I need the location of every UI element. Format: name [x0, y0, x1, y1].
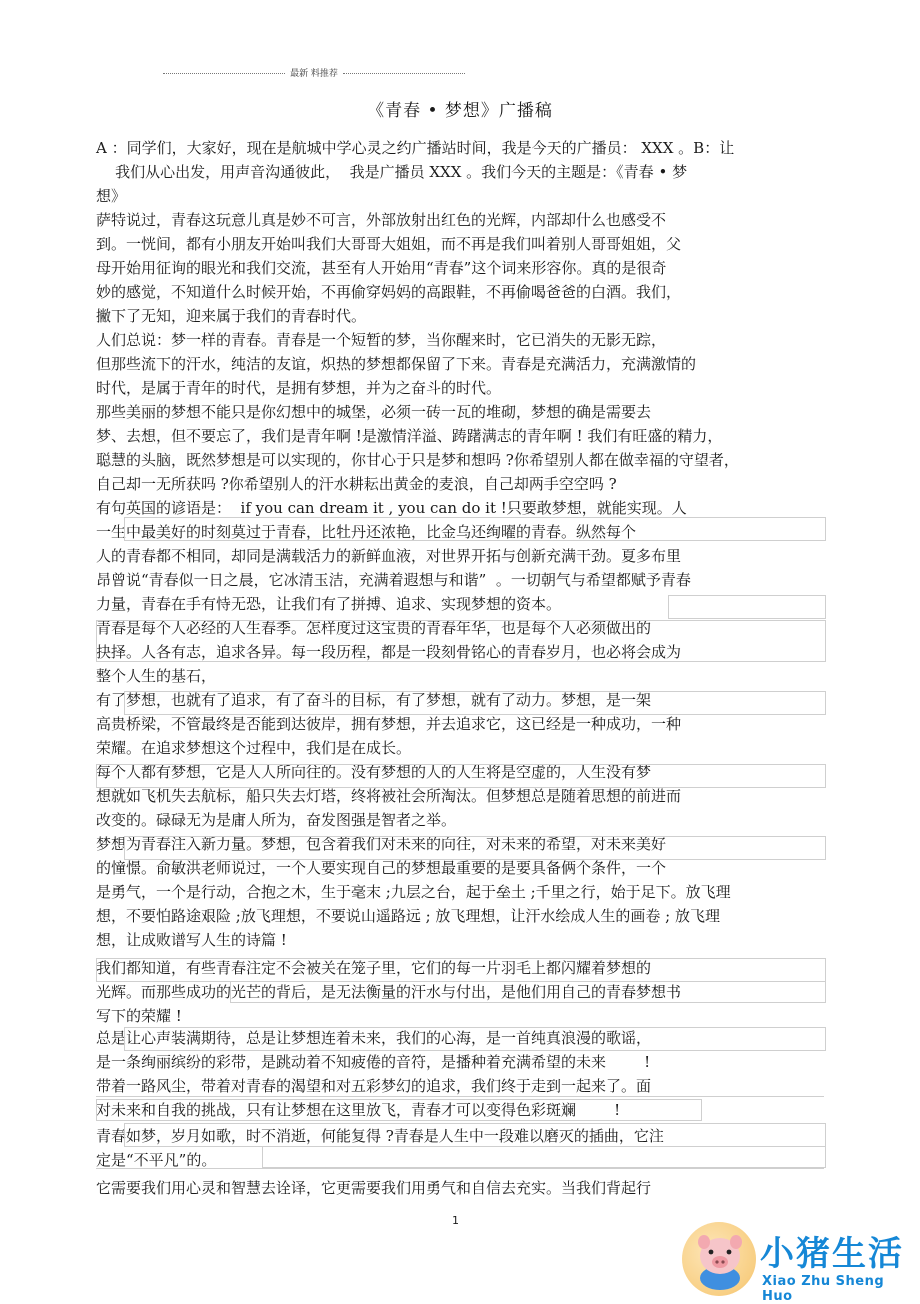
- ghost-box: [96, 764, 826, 788]
- ghost-box: [96, 1099, 702, 1121]
- paragraph-spring: 青春是每个人必经的人生春季。怎样度过这宝贵的青春年华，也是每个人必须做出的 抉择。人各有志，追求各异。每一段历程，都是一段刻骨铭心的青春岁月，也必将会成为 整个人生的基石，: [96, 619, 682, 685]
- paragraph-song: 青春如梦，岁月如歌，时不消逝，何能复得 ?青春是人生中一段难以磨灭的插曲，它注 定是“不平凡”的。: [96, 1127, 664, 1169]
- paragraph-heart: 总是让心声装满期待，总是让梦想连着未来，我们的心海，是一首纯真浪漫的歌谣， 是一条绚丽缤纷的彩带，是跳动着不知疲倦的音符，是播种着充满希望的未来 !: [96, 1029, 652, 1071]
- paragraph-proverb: 有句英国的谚语是： if you can dream it , you can do it !只要敢梦想，就能实现。人 一生中最美好的时刻莫过于青春，比牡丹还浓艳，比金乌还绚曜的青春。纵然每个 人的青春都不相同，却同是满载活力的新鲜血液，对世界开拓与创新充满干劲。夏多布里 昂曾说“青春似一日之晨，它冰清玉洁，充满着遐想与和谐” 。一切朝气与希望都赋予青春 力量，青春在手有恃无恐，让我们有了拼搏、追求、实现梦想的资本。: [96, 499, 691, 613]
- paragraph-new-power: 梦想为青春注入新力量。梦想，包含着我们对未来的向往，对未来的希望，对未来美好 的憧憬。俞敏洪老师说过，一个人要实现自己的梦想最重要的是要具备俩个条件，一个 是勇气，一个是行动，合抱之木，生于毫末 ;九层之台，起于垒土 ;千里之行，始于足下。放飞理 想，不要怕路途艰险 ;放飞理想，不要说山遥路远 ; 放飞理想，让汗水绘成人生的画卷 ; 放飞理 想，让成败谱写人生的诗篇 !: [96, 835, 731, 949]
- ghost-box: [668, 595, 826, 619]
- ghost-box: [96, 620, 826, 662]
- header-recommend: 最新 料推荐: [163, 66, 465, 78]
- paragraph-journey: 带着一路风尘，带着对青春的渴望和对五彩梦幻的追求，我们终于走到一起来了。面 对未来和自我的挑战，只有让梦想在这里放飞，青春才可以变得色彩斑斓 !: [96, 1077, 652, 1119]
- ghost-box: [124, 691, 826, 715]
- ghost-box: [124, 836, 826, 860]
- paragraph-dream-youth: 人们总说：梦一样的青春。青春是一个短暂的梦，当你醒来时，它已消失的无影无踪， 但那些流下的汗水，纯洁的友谊，炽热的梦想都保留了下来。青春是充满活力，充满激情的 时代，是属于青年的时代，是拥有梦想，并为之奋斗的时代。: [96, 331, 697, 397]
- page-number: 1: [452, 1214, 459, 1227]
- ghost-box: [96, 958, 826, 982]
- paragraph-castle: 那些美丽的梦想不能只是你幻想中的城堡，必须一砖一瓦的堆砌，梦想的确是需要去 梦、去想，但不要忘了，我们是青年啊 !是激情洋溢、踌躇满志的青年啊 ! 我们有旺盛的精力， 聪慧的头脑，既然梦想是可以实现的，你甘心于只是梦和想吗 ?你希望别人都在做幸福的守望者， 自己却一无所获吗 ?你希望别人的汗水耕耘出黄金的麦浪，自己却两手空空吗 ?: [96, 403, 739, 493]
- logo-subtext: Xiao Zhu Sheng Huo: [762, 1274, 885, 1304]
- ghost-box: [230, 981, 826, 1003]
- ghost-rule: [96, 1168, 824, 1169]
- paragraph-sartre: 萨特说过，青春这玩意儿真是妙不可言，外部放射出红色的光辉，内部却什么也感受不 到。一恍间，都有小朋友开始叫我们大哥哥大姐姐，而不再是我们叫着别人哥哥姐姐，父 母开始用征询的眼光和我们交流，甚至有人开始用“青春”这个词来形容你。真的是很奇 妙的感觉，不知道什么时候开始，不再偷穿妈妈的高跟鞋，不再偷喝爸爸的白酒。我们， 撇下了无知，迎来属于我们的青春时代。: [96, 211, 682, 325]
- paragraph-final: 它需要我们用心灵和智慧去诠译，它更需要我们用勇气和自信去充实。当我们背起行: [96, 1179, 652, 1197]
- logo-text: 小猪生活: [760, 1234, 904, 1274]
- ghost-box: [124, 517, 826, 541]
- page-title: 《青春 • 梦想》广播稿: [367, 101, 553, 121]
- paragraph-cage: 我们都知道，有些青春注定不会被关在笼子里，它们的每一片羽毛上都闪耀着梦想的 光辉。而那些成功的光芒的背后，是无法衡量的汗水与付出，是他们用自己的青春梦想书 写下的荣耀 !: [96, 959, 682, 1025]
- ghost-rule: [96, 1096, 824, 1097]
- brand-logo: [680, 1218, 916, 1304]
- ghost-box: [124, 1123, 826, 1147]
- pig-mascot-icon: [688, 1226, 752, 1292]
- paragraph-bridge: 有了梦想，也就有了追求，有了奋斗的目标，有了梦想，就有了动力。梦想，是一架 高贵桥梁，不管最终是否能到达彼岸，拥有梦想，并去追求它，这已经是一种成功，一种 荣耀。在追求梦想这个过程中，我们是在成长。: [96, 691, 682, 757]
- paragraph-everyone: 每个人都有梦想，它是人人所向往的。没有梦想的人的人生将是空虚的，人生没有梦 想就如飞机失去航标，船只失去灯塔，终将被社会所淘汰。但梦想总是随着思想的前进而 改变的。碌碌无为是庸人所为，奋发图强是智者之举。: [96, 763, 682, 829]
- ghost-box: [262, 1146, 826, 1168]
- ghost-box: [124, 1027, 826, 1051]
- paragraph-intro: A ：同学们，大家好，现在是航城中学心灵之约广播站时间，我是今天的广播员： XXX 。B：让 我们从心出发，用声音沟通彼此， 我是广播员 XXX 。我们今天的主题是：《青春 • 梦 想》: [96, 139, 735, 205]
